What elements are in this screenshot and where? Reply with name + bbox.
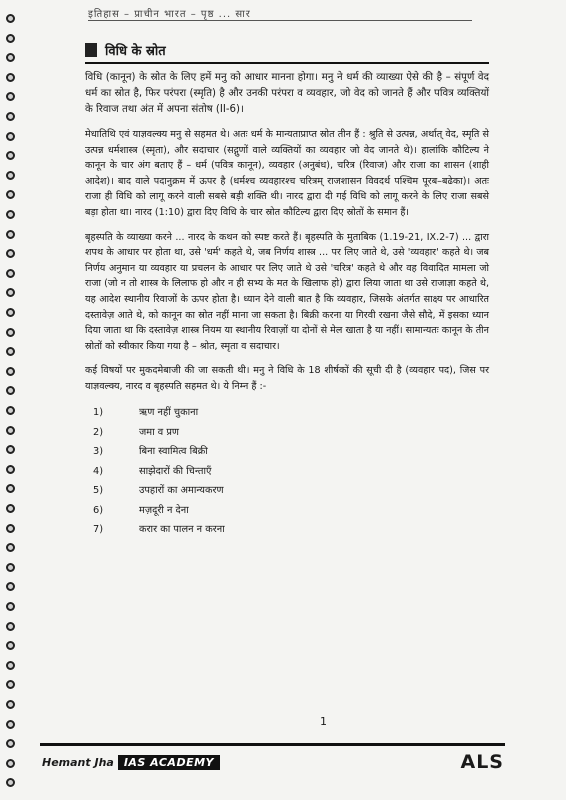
- binding-ring-icon: [6, 92, 15, 101]
- binding-ring-icon: [6, 739, 15, 748]
- binding-ring-icon: [6, 308, 15, 317]
- list-item: 1) ऋण नहीं चुकाना: [93, 407, 199, 419]
- binding-ring-icon: [6, 700, 15, 709]
- brand-academy-logo: IAS ACADEMY: [118, 755, 220, 770]
- footer: [42, 750, 504, 774]
- binding-ring-icon: [6, 661, 15, 670]
- binding-ring-icon: [6, 622, 15, 631]
- binding-ring-icon: [6, 524, 15, 533]
- binding-ring-icon: [6, 759, 15, 768]
- list-item: 3) बिना स्वामित्व बिक्री: [93, 446, 208, 458]
- list-item: 6) मज़दूरी न देना: [93, 504, 189, 516]
- binding-ring-icon: [6, 34, 15, 43]
- binding-ring-icon: [6, 347, 15, 356]
- binding-ring-icon: [6, 504, 15, 513]
- litigation-titles-list: [85, 404, 489, 541]
- binding-ring-icon: [6, 406, 15, 415]
- binding-ring-icon: [6, 386, 15, 395]
- paragraph-sources-dharma: मेधातिथि एवं याज्ञवल्क्य मनु से सहमत थे। अतः धर्म के मान्यताप्राप्त स्रोत तीन हैं : श्रुति से उत्पन्न, अर्थात् वेद, स्मृति से उत्पन्न धर्मशास्त्र (स्मृता), और सदाचार (सद्गुणों वाले व्यक्तियों का व्यवहार जो वेद जानते थे)। हालांकि कौटिल्य ने कानून के चार अंग बताए हैं – धर्म (पवित्र कानून), व्यवहार (अनुबंध), चरित्र (रिवाज) और राजा का शासन (शाही आदेश)। बाद वाले पदानुक्रम में ऊपर है (धर्मश्च व्यवहारश्च चरित्रम् राजशासन विवदर्थ पश्चिम पूरब–बढेका)। अतः राजा ही विधि को लागू करने वाली सबसे बड़ी शक्ति थी। नारद द्वारा दी गई विधि को लागू करने के लिए राजा सबसे बड़ा होता था। नारद (1:10) द्वारा दिए विधि के चार स्रोत कौटिल्य द्वारा दिए स्रोतों के समान हैं।: [85, 129, 489, 218]
- binding-ring-icon: [6, 210, 15, 219]
- section-heading: [85, 38, 485, 62]
- binding-ring-icon: [6, 269, 15, 278]
- binding-ring-icon: [6, 543, 15, 552]
- page-body: [85, 70, 489, 540]
- list-item: 4) साझेदारों की चिन्ताएँ: [93, 465, 212, 477]
- section-title: विधि के स्रोत: [105, 44, 166, 59]
- binding-ring-icon: [6, 367, 15, 376]
- binding-ring-icon: [6, 171, 15, 180]
- heading-bullet-icon: [85, 43, 97, 57]
- binding-ring-icon: [6, 190, 15, 199]
- binding-ring-icon: [6, 53, 15, 62]
- binding-ring-icon: [6, 602, 15, 611]
- binding-ring-icon: [6, 465, 15, 474]
- brand-abbreviation: ALS: [460, 751, 504, 773]
- binding-ring-icon: [6, 328, 15, 337]
- binding-ring-icon: [6, 73, 15, 82]
- binding-ring-icon: [6, 484, 15, 493]
- binding-ring-icon: [6, 288, 15, 297]
- binding-ring-icon: [6, 563, 15, 572]
- header-divider: [88, 20, 472, 21]
- paragraph-litigation-titles: कई विषयों पर मुकदमेबाजी की जा सकती थी। मनु ने विधि के 18 शीर्षकों की सूची दी है (व्यवहार पद), जिस पर याज्ञवल्क्य, नारद व बृहस्पति सहमत थे। ये निम्न हैं :-: [85, 365, 489, 392]
- binding-ring-icon: [6, 230, 15, 239]
- binding-ring-icon: [6, 445, 15, 454]
- binding-ring-icon: [6, 778, 15, 787]
- binding-ring-icon: [6, 426, 15, 435]
- spiral-binding: [3, 0, 21, 800]
- heading-underline: [85, 62, 489, 64]
- running-header: इतिहास – प्राचीन भारत – पृष्ठ ... सार: [88, 9, 251, 20]
- binding-ring-icon: [6, 249, 15, 258]
- paragraph-sources-manu: विधि (कानून) के स्रोत के लिए हमें मनु को आधार मानना होगा। मनु ने धर्म की व्याख्या ऐसे की है – संपूर्ण वेद धर्म का स्रोत है, फिर परंपरा (स्मृति) है और उनकी परंपरा व व्यवहार, जो वेद को जानते हैं और पवित्र व्यक्तियों के रिवाज तथा अंत में अपना संतोष (II-6)।: [85, 72, 489, 115]
- paragraph-brihaspati: बृहस्पति के व्याख्या करने ... नारद के कथन को स्पष्ट करते हैं। बृहस्पति के मुताबिक (1.19-21, IX.2-7) ... द्वारा शपथ के आधार पर होता था, उसे 'धर्म' कहते थे, जब निर्णय शास्त्र ... पर लिए जाते थे, उसे 'व्यवहार' कहते थे। जब निर्णय अनुमान या व्यवहार या प्रचलन के आधार पर लिए जाते थे उसे 'चरित्र' कहते थे और वह विवादित मामला जो राजा (जो न तो शास्त्र के लिलाफ हो और न ही सभ्य के मत के खिलाफ हो) द्वारा लिया जाता था उसे राजाज्ञा कहते थे, यह आदेश स्थानीय रिवाजों के ऊपर होता है। ध्यान देने वाली बात है कि व्यवहार, जिसके अंतर्गत साक्ष्य पर आधारित दस्तावेज़ आते थे, को कानून का स्रोत नहीं माना जा सकता है। बिक्री करना या गिरवी रखना जैसे सौदे, में इसका ध्यान दिया जाता था कि दस्तावेज़ शास्त्र नियम या स्थानीय रिवाज़ों या दोनों से मेल खाता है या नहीं। सामान्यतः कानून के तीन स्रोतों को स्वीकार किया गया है – श्रोत, स्मृता व सदाचार।: [85, 231, 489, 352]
- list-item: 2) जमा व प्रण: [93, 426, 179, 438]
- list-item: 7) करार का पालन न करना: [93, 524, 225, 536]
- binding-ring-icon: [6, 151, 15, 160]
- binding-ring-icon: [6, 582, 15, 591]
- binding-ring-icon: [6, 14, 15, 23]
- binding-ring-icon: [6, 720, 15, 729]
- binding-ring-icon: [6, 680, 15, 689]
- list-item: 5) उपहारों का अमान्यकरण: [93, 485, 224, 497]
- binding-ring-icon: [6, 641, 15, 650]
- brand-name: Hemant Jha: [42, 755, 114, 769]
- footer-divider: [40, 743, 505, 746]
- binding-ring-icon: [6, 132, 15, 141]
- binding-ring-icon: [6, 112, 15, 121]
- page-number: 1: [320, 715, 327, 728]
